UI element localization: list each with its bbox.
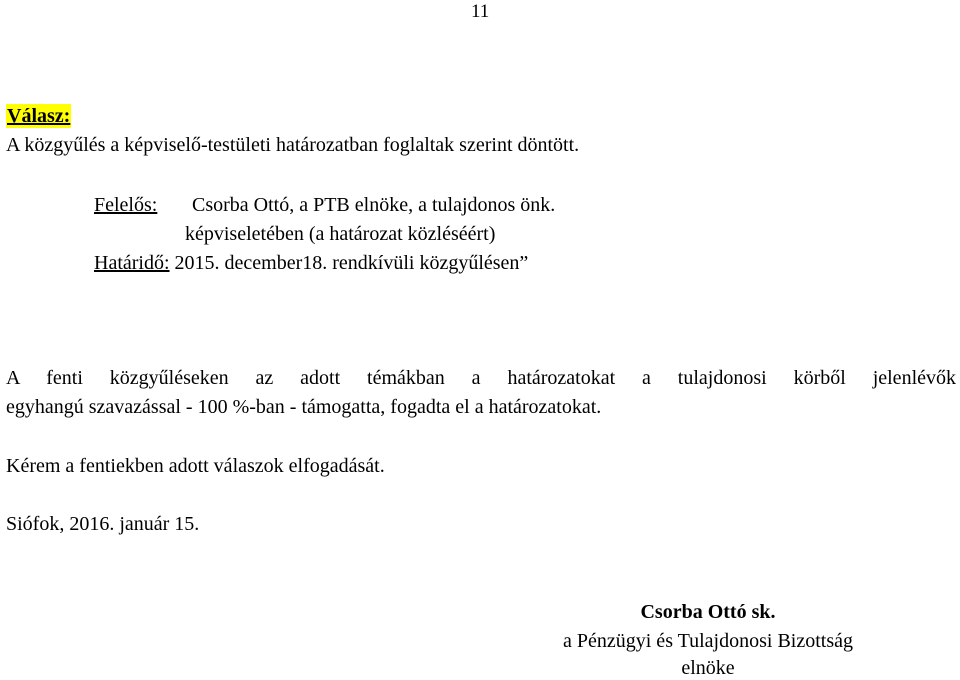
body-paragraph-1-line-2: egyhangú szavazással - 100 %-ban - támogatta, fogadta el a határozatokat.	[6, 396, 602, 418]
page-number: 11	[471, 1, 490, 22]
deadline-label: Határidő:	[94, 252, 170, 274]
answer-label: Válasz:	[7, 105, 71, 127]
signature-name: Csorba Ottó sk.	[640, 601, 776, 623]
signature-title-line-2: elnöke	[681, 657, 735, 679]
signature-title-line-1: a Pénzügyi és Tulajdonosi Bizottság	[563, 630, 853, 652]
responsible-line	[94, 193, 555, 217]
answer-text: A közgyűlés a képviselő-testületi határozatban foglaltak szerint döntött.	[6, 134, 580, 156]
deadline-line	[94, 251, 528, 275]
deadline-value: 2015. december18. rendkívüli közgyűlésen”	[174, 252, 529, 274]
body-paragraph-1-line-1: A fenti közgyűléseken az adott témákban a határozatokat a tulajdonosi körből jelenlévők	[6, 367, 956, 389]
responsible-value: Csorba Ottó, a PTB elnöke, a tulajdonos önk.	[192, 194, 556, 216]
responsible-label: Felelős:	[94, 194, 158, 216]
responsible-value-continued: képviseletében (a határozat közléséért)	[185, 223, 496, 245]
body-paragraph-2: Kérem a fentiekben adott válaszok elfogadását.	[6, 455, 385, 477]
place-date: Siófok, 2016. január 15.	[6, 513, 200, 535]
